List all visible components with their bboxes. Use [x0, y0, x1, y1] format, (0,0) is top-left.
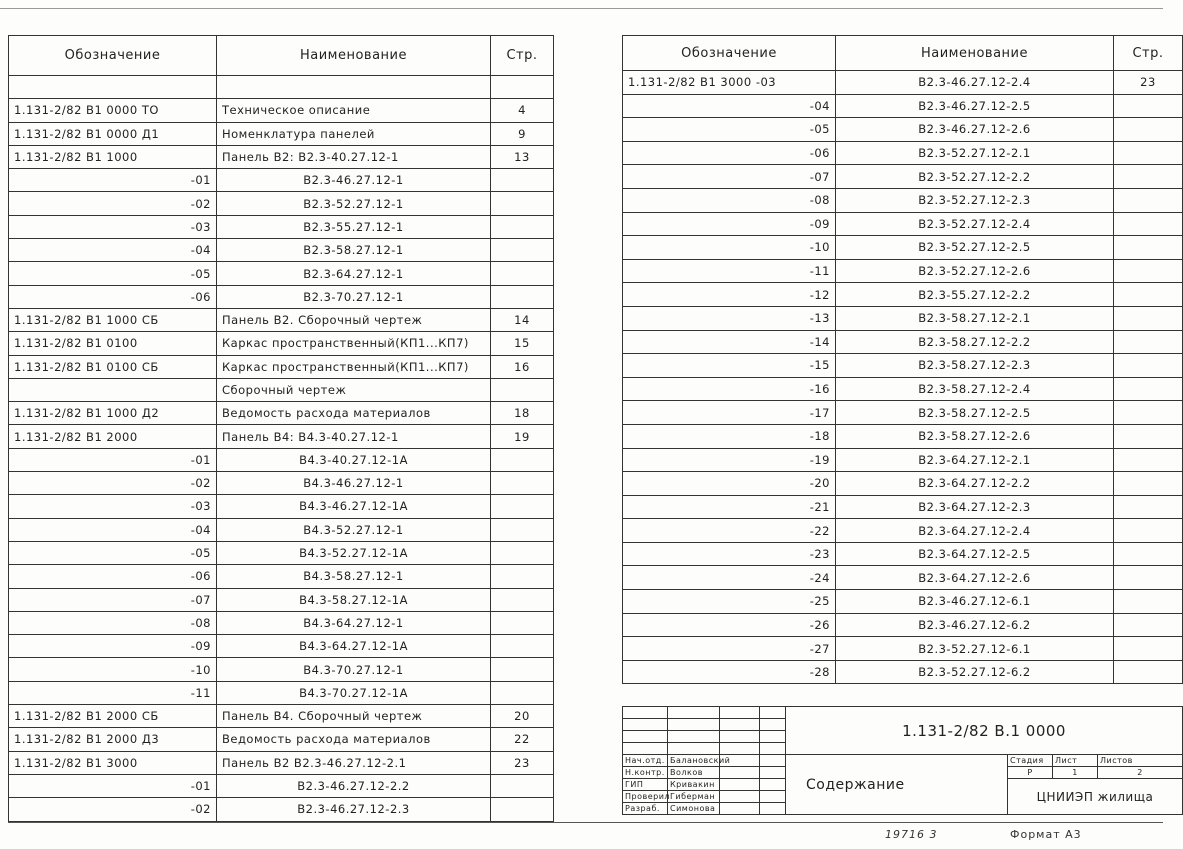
cell-code: -23 [623, 542, 836, 566]
cell-page [491, 76, 554, 99]
table-row [9, 425, 554, 448]
cell-page [1114, 424, 1183, 448]
cell-code: -08 [9, 611, 217, 634]
cell-code: -03 [9, 215, 217, 238]
cell-name: В4.3-52.27.12-1А [217, 541, 491, 564]
cell-name: В2.3-52.27.12-6.1 [836, 637, 1114, 661]
cell-page [491, 588, 554, 611]
cell-name: В2.3-70.27.12-1 [217, 285, 491, 308]
cell-code: -04 [9, 518, 217, 541]
table-row [623, 259, 1183, 283]
cell-page [1114, 306, 1183, 330]
cell-page [1114, 472, 1183, 496]
cell-code: -11 [623, 259, 836, 283]
cell-page: 23 [491, 751, 554, 774]
cell-page [1114, 283, 1183, 307]
cell-page [1114, 448, 1183, 472]
cell-name: Панель В4: В4.3-40.27.12-1 [217, 425, 491, 448]
cell-code: -11 [9, 681, 217, 704]
cell-code: 1.131-2/82 В1 0000 Д1 [9, 122, 217, 145]
table-row [623, 472, 1183, 496]
cell-name: В2.3-52.27.12-2.2 [836, 165, 1114, 189]
cell-code: 1.131-2/82 В1 0000 ТО [9, 99, 217, 122]
table-row [9, 99, 554, 122]
document-code: 1.131-2/82 В.1 0000 [786, 707, 1183, 755]
cell-page [1114, 590, 1183, 614]
table-row [9, 76, 554, 99]
cell-name: Каркас пространственный(КП1...КП7) [217, 355, 491, 378]
cell-name: В2.3-46.27.12-2.3 [217, 798, 491, 821]
cell-code: -02 [9, 472, 217, 495]
cell-code: -05 [9, 262, 217, 285]
cell-page [491, 798, 554, 821]
table-row [623, 660, 1183, 684]
cell-page [1114, 519, 1183, 543]
table-row [623, 566, 1183, 590]
title-block [622, 706, 1183, 815]
cell-code: -01 [9, 169, 217, 192]
cell-name: В2.3-58.27.12-2.2 [836, 330, 1114, 354]
cell-name: В2.3-58.27.12-2.4 [836, 377, 1114, 401]
sig-name: Симонова [668, 803, 720, 815]
table-row [9, 122, 554, 145]
cell-page [491, 472, 554, 495]
cell-code: -04 [9, 239, 217, 262]
sig-name: Гиберман [668, 791, 720, 803]
inventory-number: 19716 3 [885, 828, 938, 841]
table-row [9, 705, 554, 728]
sig-role: Н.контр. [623, 767, 668, 779]
sheets-label: Листов [1098, 755, 1183, 767]
cell-name [217, 76, 491, 99]
cell-name: В2.3-52.27.12-6.2 [836, 660, 1114, 684]
cell-code: -16 [623, 377, 836, 401]
cell-code: 1.131-2/82 В1 1000 СБ [9, 308, 217, 331]
cell-code: -06 [623, 141, 836, 165]
cell-code: -20 [623, 472, 836, 496]
table-row [623, 542, 1183, 566]
cell-name: В4.3-46.27.12-1А [217, 495, 491, 518]
cell-code: 1.131-2/82 В1 2000 СБ [9, 705, 217, 728]
table-row [9, 635, 554, 658]
table-row [623, 283, 1183, 307]
table-row [9, 588, 554, 611]
cell-page [491, 658, 554, 681]
cell-page [491, 774, 554, 797]
cell-page [1114, 637, 1183, 661]
table-row [623, 424, 1183, 448]
table-row [9, 239, 554, 262]
cell-code: -06 [9, 565, 217, 588]
sheet-title: Содержание [786, 755, 1008, 815]
cell-name: В4.3-58.27.12-1А [217, 588, 491, 611]
table-row [9, 285, 554, 308]
cell-page: 20 [491, 705, 554, 728]
table-row [623, 330, 1183, 354]
cell-code: -18 [623, 424, 836, 448]
table-row [9, 332, 554, 355]
cell-name: В4.3-64.27.12-1 [217, 611, 491, 634]
cell-name: В4.3-58.27.12-1 [217, 565, 491, 588]
cell-page [1114, 165, 1183, 189]
cell-name: Сборочный чертеж [217, 378, 491, 401]
cell-name: В2.3-52.27.12-2.1 [836, 141, 1114, 165]
cell-code: -17 [623, 401, 836, 425]
cell-name: В2.3-52.27.12-2.5 [836, 236, 1114, 260]
cell-name: Панель В4. Сборочный чертеж [217, 705, 491, 728]
cell-code: -07 [9, 588, 217, 611]
cell-code: -02 [9, 798, 217, 821]
table-row [9, 378, 554, 401]
stage-value: Р [1008, 767, 1053, 779]
cell-code: -09 [9, 635, 217, 658]
cell-name: В2.3-64.27.12-2.6 [836, 566, 1114, 590]
cell-page: 15 [491, 332, 554, 355]
sig-role: Разраб. [623, 803, 668, 815]
cell-code: -07 [623, 165, 836, 189]
table-row [623, 306, 1183, 330]
cell-page [491, 215, 554, 238]
cell-name: В2.3-55.27.12-1 [217, 215, 491, 238]
cell-page: 14 [491, 308, 554, 331]
cell-page [491, 239, 554, 262]
cell-name: В2.3-64.27.12-2.5 [836, 542, 1114, 566]
cell-name: Техническое описание [217, 99, 491, 122]
cell-page [491, 635, 554, 658]
table-row [9, 215, 554, 238]
cell-name: Панель В2 В2.3-46.27.12-2.1 [217, 751, 491, 774]
organization: ЦНИИЭП жилища [1008, 779, 1183, 815]
table-row [9, 798, 554, 821]
cell-page [491, 285, 554, 308]
cell-page [1114, 354, 1183, 378]
frame-bottom-line [8, 822, 1163, 823]
cell-code: -05 [9, 541, 217, 564]
cell-page [1114, 212, 1183, 236]
table-row [9, 565, 554, 588]
cell-page [491, 169, 554, 192]
table-row [623, 141, 1183, 165]
cell-name: В2.3-58.27.12-2.3 [836, 354, 1114, 378]
sig-name: Волков [668, 767, 720, 779]
table-row [9, 169, 554, 192]
header-page: Стр. [491, 36, 554, 76]
cell-name: В2.3-64.27.12-2.3 [836, 495, 1114, 519]
cell-code: 1.131-2/82 В1 1000 [9, 145, 217, 168]
table-row [623, 613, 1183, 637]
cell-code: -19 [623, 448, 836, 472]
cell-code: -28 [623, 660, 836, 684]
cell-page [491, 518, 554, 541]
cell-page [491, 448, 554, 471]
table-row [623, 377, 1183, 401]
header-page: Стр. [1114, 36, 1183, 71]
cell-name: В4.3-52.27.12-1 [217, 518, 491, 541]
table-row [623, 637, 1183, 661]
table-row [9, 402, 554, 425]
sheet-value: 1 [1053, 767, 1098, 779]
cell-page [1114, 94, 1183, 118]
table-row [9, 681, 554, 704]
cell-name: В2.3-58.27.12-2.1 [836, 306, 1114, 330]
header-name: Наименование [217, 36, 491, 76]
cell-name: В2.3-64.27.12-2.4 [836, 519, 1114, 543]
cell-code: -25 [623, 590, 836, 614]
table-row [623, 354, 1183, 378]
cell-code: -26 [623, 613, 836, 637]
contents-table-left [8, 35, 554, 822]
cell-page [1114, 141, 1183, 165]
cell-page: 9 [491, 122, 554, 145]
table-row [9, 658, 554, 681]
table-row [623, 212, 1183, 236]
table-row [623, 71, 1183, 95]
sheet-format: Формат А3 [1010, 828, 1082, 841]
stage-label: Стадия [1008, 755, 1053, 767]
cell-name: Номенклатура панелей [217, 122, 491, 145]
cell-page [1114, 566, 1183, 590]
cell-page: 4 [491, 99, 554, 122]
cell-page: 23 [1114, 71, 1183, 95]
cell-page: 22 [491, 728, 554, 751]
table-row [623, 165, 1183, 189]
table-row [623, 519, 1183, 543]
cell-code: -02 [9, 192, 217, 215]
cell-name: В4.3-46.27.12-1 [217, 472, 491, 495]
cell-page [491, 192, 554, 215]
cell-name: В2.3-52.27.12-2.3 [836, 188, 1114, 212]
cell-code: -27 [623, 637, 836, 661]
cell-page [1114, 401, 1183, 425]
cell-name: В2.3-64.27.12-2.1 [836, 448, 1114, 472]
table-row [9, 495, 554, 518]
sig-name: Кривакин [668, 779, 720, 791]
table-row [9, 262, 554, 285]
table-row [623, 118, 1183, 142]
table-row [623, 236, 1183, 260]
header-code: Обозначение [9, 36, 217, 76]
sig-role: Проверил [623, 791, 668, 803]
cell-code: 1.131-2/82 В1 0100 СБ [9, 355, 217, 378]
table-row [9, 774, 554, 797]
cell-code: -14 [623, 330, 836, 354]
table-row [9, 192, 554, 215]
table-row [623, 94, 1183, 118]
cell-page [491, 541, 554, 564]
cell-page [1114, 118, 1183, 142]
table-row [9, 728, 554, 751]
cell-page [1114, 377, 1183, 401]
cell-name: В2.3-52.27.12-1 [217, 192, 491, 215]
cell-page [1114, 660, 1183, 684]
table-row [9, 308, 554, 331]
cell-name: В4.3-70.27.12-1А [217, 681, 491, 704]
cell-code: 1.131-2/82 В1 1000 Д2 [9, 402, 217, 425]
cell-name: В2.3-46.27.12-2.6 [836, 118, 1114, 142]
cell-code: -10 [9, 658, 217, 681]
cell-name: В2.3-58.27.12-1 [217, 239, 491, 262]
cell-name: В2.3-46.27.12-2.4 [836, 71, 1114, 95]
cell-name: В2.3-52.27.12-2.6 [836, 259, 1114, 283]
cell-code: -04 [623, 94, 836, 118]
header-code: Обозначение [623, 36, 836, 71]
cell-page: 16 [491, 355, 554, 378]
table-row [9, 611, 554, 634]
table-row [9, 355, 554, 378]
cell-page [1114, 613, 1183, 637]
cell-page [491, 378, 554, 401]
sheet-label: Лист [1053, 755, 1098, 767]
cell-name: Панель В2: В2.3-40.27.12-1 [217, 145, 491, 168]
table-row [623, 590, 1183, 614]
table-row [9, 448, 554, 471]
cell-name: В2.3-64.27.12-2.2 [836, 472, 1114, 496]
table-row [9, 751, 554, 774]
cell-page [491, 565, 554, 588]
cell-name: В2.3-52.27.12-2.4 [836, 212, 1114, 236]
cell-page [491, 262, 554, 285]
cell-name: В2.3-46.27.12-2.2 [217, 774, 491, 797]
cell-name: Ведомость расхода материалов [217, 728, 491, 751]
cell-page [1114, 330, 1183, 354]
cell-name: Панель В2. Сборочный чертеж [217, 308, 491, 331]
contents-table-right [622, 35, 1183, 684]
cell-code: -15 [623, 354, 836, 378]
cell-code: -10 [623, 236, 836, 260]
cell-page: 19 [491, 425, 554, 448]
cell-code: -01 [9, 448, 217, 471]
cell-page [491, 681, 554, 704]
cell-name: В2.3-58.27.12-2.6 [836, 424, 1114, 448]
table-row [623, 495, 1183, 519]
header-name: Наименование [836, 36, 1114, 71]
sig-role: Нач.отд. [623, 755, 668, 767]
cell-page [1114, 188, 1183, 212]
cell-page [1114, 236, 1183, 260]
cell-code [9, 76, 217, 99]
sheets-value: 2 [1098, 767, 1183, 779]
cell-name: Каркас пространственный(КП1...КП7) [217, 332, 491, 355]
cell-code: 1.131-2/82 В1 3000 [9, 751, 217, 774]
cell-name: В2.3-55.27.12-2.2 [836, 283, 1114, 307]
cell-name: В2.3-46.27.12-1 [217, 169, 491, 192]
cell-code: -03 [9, 495, 217, 518]
cell-page [1114, 495, 1183, 519]
cell-page [1114, 259, 1183, 283]
cell-code: 1.131-2/82 В1 2000 Д3 [9, 728, 217, 751]
sheet-edge [0, 8, 1163, 9]
cell-name: Ведомость расхода материалов [217, 402, 491, 425]
cell-code: 1.131-2/82 В1 0100 [9, 332, 217, 355]
cell-page: 18 [491, 402, 554, 425]
cell-name: В4.3-40.27.12-1А [217, 448, 491, 471]
cell-code: -22 [623, 519, 836, 543]
cell-code: -01 [9, 774, 217, 797]
cell-code: -24 [623, 566, 836, 590]
cell-name: В4.3-70.27.12-1 [217, 658, 491, 681]
cell-page [1114, 542, 1183, 566]
cell-name: В2.3-64.27.12-1 [217, 262, 491, 285]
sig-role: ГИП [623, 779, 668, 791]
cell-page [491, 495, 554, 518]
cell-name: В2.3-46.27.12-6.1 [836, 590, 1114, 614]
table-row [623, 448, 1183, 472]
cell-code: -09 [623, 212, 836, 236]
cell-code: -12 [623, 283, 836, 307]
cell-code: -08 [623, 188, 836, 212]
cell-code [9, 378, 217, 401]
cell-code: 1.131-2/82 В1 2000 [9, 425, 217, 448]
sig-name: Балановский [668, 755, 720, 767]
table-row [9, 518, 554, 541]
cell-name: В2.3-46.27.12-2.5 [836, 94, 1114, 118]
cell-name: В2.3-58.27.12-2.5 [836, 401, 1114, 425]
table-row [9, 472, 554, 495]
table-row [623, 401, 1183, 425]
table-row [623, 188, 1183, 212]
cell-code: -13 [623, 306, 836, 330]
cell-code: -06 [9, 285, 217, 308]
cell-page [491, 611, 554, 634]
cell-code: 1.131-2/82 В1 3000 -03 [623, 71, 836, 95]
cell-name: В4.3-64.27.12-1А [217, 635, 491, 658]
cell-name: В2.3-46.27.12-6.2 [836, 613, 1114, 637]
table-row [9, 541, 554, 564]
cell-code: -21 [623, 495, 836, 519]
table-row [9, 145, 554, 168]
cell-page: 13 [491, 145, 554, 168]
cell-code: -05 [623, 118, 836, 142]
